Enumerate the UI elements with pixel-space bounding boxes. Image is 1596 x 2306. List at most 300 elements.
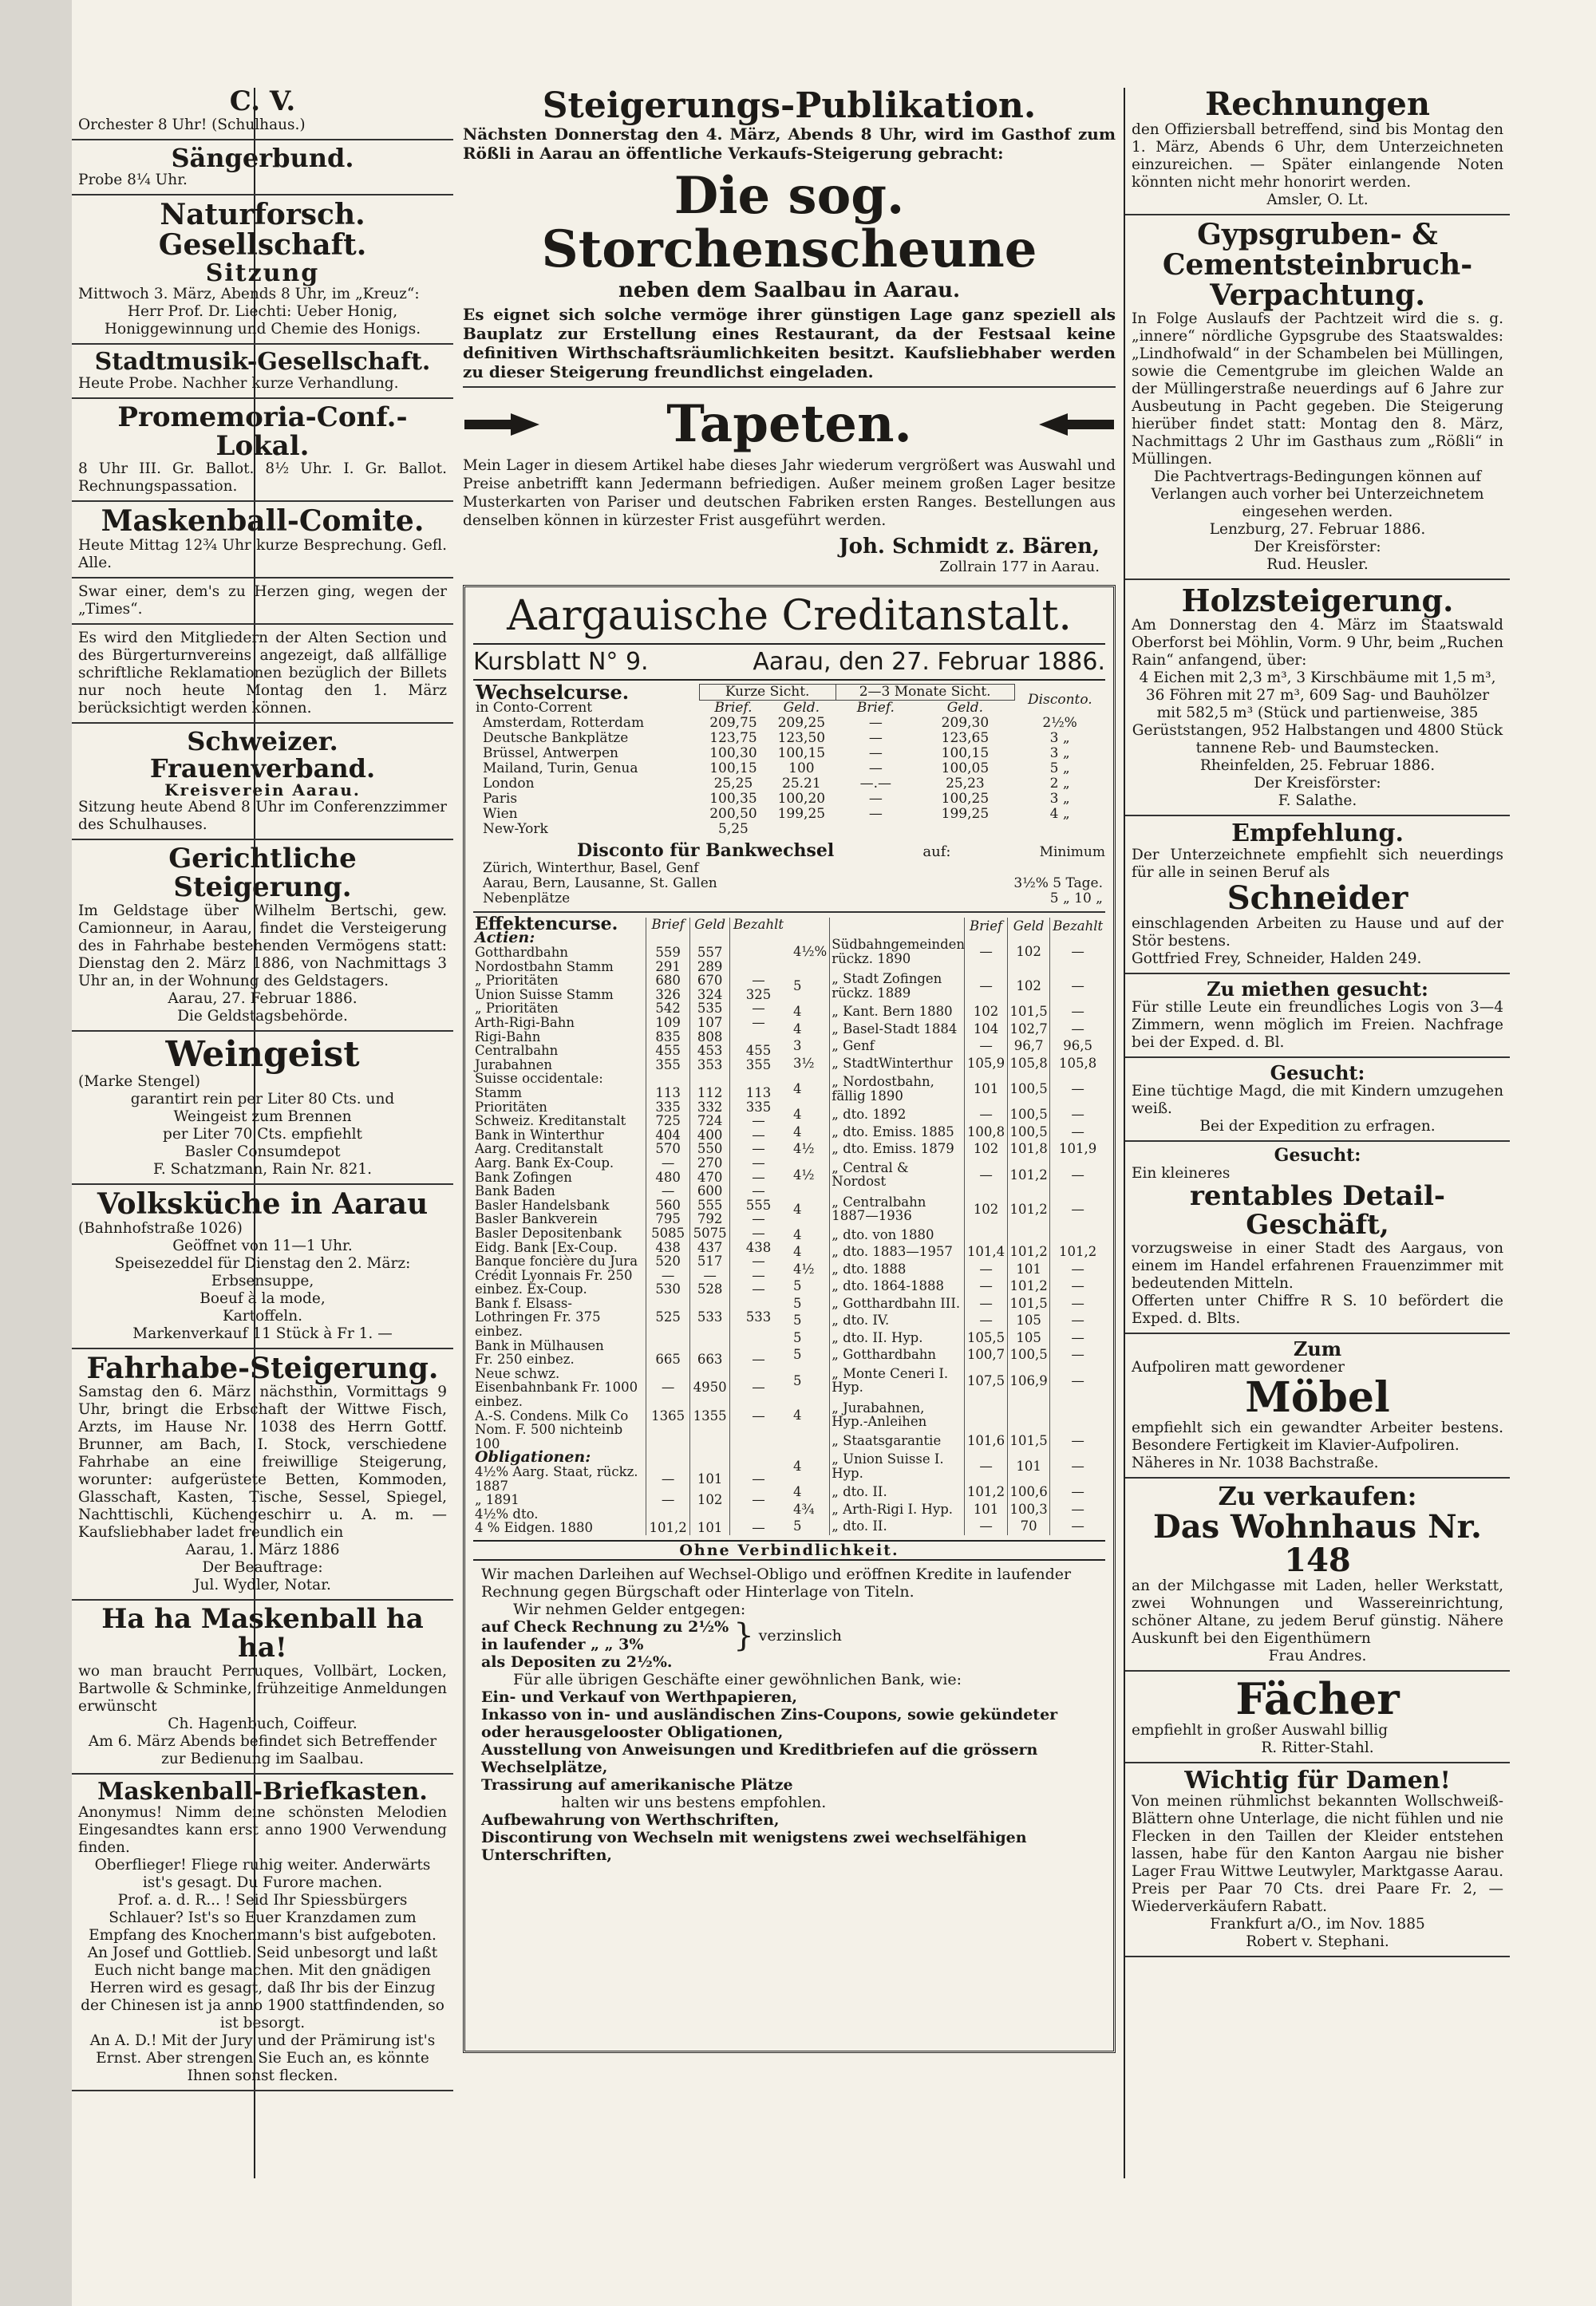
- effekten-row-cell: —: [1050, 1483, 1105, 1501]
- gyps-line: Lenzburg, 27. Februar 1886.: [1209, 521, 1426, 539]
- wechsel-row-cell: 25.21: [782, 775, 821, 792]
- gyps-ad: [1132, 220, 1503, 574]
- wechsel-sub-brief: Brief.: [714, 699, 753, 716]
- masken-ad: [78, 504, 447, 572]
- effekten-row: [473, 1339, 787, 1353]
- weingeist-line: garantirt rein per Liter 80 Cts. und: [130, 1090, 395, 1108]
- separator: [72, 139, 453, 140]
- effekten-row: [473, 1086, 787, 1100]
- effekten-row-cell: Suisse occidentale:: [475, 1071, 603, 1087]
- effekten-row-cell: 4: [793, 1123, 802, 1139]
- effekten-row-cell: 291: [646, 960, 689, 974]
- obligation-row-cell: —: [646, 1493, 689, 1507]
- wechsel-row-cell: 100,15: [941, 744, 990, 761]
- effekten-row-cell: —: [730, 1142, 787, 1156]
- effekten-row-cell: 525: [646, 1297, 689, 1339]
- effekten-row-cell: 100,5: [1007, 1346, 1050, 1364]
- effekten-row-cell: „ Stadt Zofingen rückz. 1889: [830, 969, 965, 1003]
- effekten-row-cell: [646, 1072, 689, 1086]
- obligation-row-cell: —: [646, 1465, 689, 1493]
- effekten-row-cell: 101,5: [1007, 1432, 1050, 1450]
- creditanstalt-title: Aargauische Creditanstalt.: [473, 592, 1105, 645]
- bt-line: Es wird den Mitgliedern der Alten Section und des Bürgerturnvereins angezeigt, daß allfällige schriftliche Reklamationen bezüglich der Billets nur noch heute Montag den 1. März berücksichtigt werden können.: [78, 630, 447, 717]
- effekten-row-cell: 353: [690, 1058, 730, 1072]
- effekten-row-cell: „ Prioritäten: [475, 973, 559, 989]
- effekten-row-cell: 560: [646, 1198, 689, 1213]
- effekten-row: [792, 1021, 1105, 1038]
- effekten-row: [792, 1226, 1105, 1244]
- effekten-row: [792, 1295, 1105, 1313]
- effekten-row: [473, 1282, 787, 1297]
- effekten-row-cell: 100,7: [965, 1346, 1008, 1364]
- times-ad: [78, 583, 447, 618]
- detail-big: rentables Detail-Geschäft,: [1189, 1180, 1446, 1241]
- bank-p1: Wir machen Darleihen auf Wechsel-Obligo und eröffnen Kredite in laufender Rechnung gegen Bürgschaft oder Hinterlage von Titeln.: [481, 1565, 1072, 1601]
- effekten-row: [473, 1198, 787, 1213]
- moebel-big: Möbel: [1245, 1372, 1390, 1422]
- obligation-row-cell: 4½% dto.: [475, 1506, 539, 1522]
- effekten-row-cell: 4: [793, 1459, 802, 1475]
- effekten-row-cell: „ Central & Nordost: [830, 1158, 965, 1192]
- effekten-row-cell: 792: [690, 1212, 730, 1226]
- wechsel-row-cell: —: [868, 729, 883, 746]
- effekten-row: [473, 1128, 787, 1143]
- frauen-subtitle: Kreisverein Aarau.: [164, 780, 361, 800]
- wechsel-head-kurz: Kurze Sicht.: [699, 684, 836, 700]
- effekten-row-cell: 101,2: [965, 1483, 1008, 1501]
- effekten-row-cell: —: [646, 1269, 689, 1283]
- effekten-row-cell: 4: [793, 1107, 802, 1123]
- effekten-row-cell: —: [965, 969, 1008, 1003]
- bank-p4: in laufender „ „ 3%: [481, 1635, 644, 1653]
- effekten-row-cell: Union Suisse Stamm: [475, 986, 614, 1002]
- effekten-row-cell: 113: [730, 1086, 787, 1100]
- wechsel-row-cell: Paris: [483, 790, 518, 807]
- pointing-hand-right-icon: [463, 409, 543, 440]
- effekten-row-cell: 550: [690, 1142, 730, 1156]
- effekten-row-cell: 101,2: [1007, 1192, 1050, 1226]
- effekten-row-cell: „ StadtWinterthur: [830, 1055, 965, 1072]
- rech-ad: [1132, 88, 1503, 209]
- effekten-row: [473, 1100, 787, 1115]
- effekten-row-cell: [690, 1339, 730, 1353]
- effekten-row-cell: —: [965, 1449, 1008, 1483]
- fahr-line: Jul. Wydler, Notar.: [194, 1577, 331, 1594]
- effekten-row-cell: „ dto. 1888: [830, 1261, 965, 1278]
- effekten-row-cell: 4: [793, 1484, 802, 1500]
- effekten-row-cell: —: [730, 1128, 787, 1143]
- effekten-row-cell: 530: [646, 1282, 689, 1297]
- wechsel-row-cell: 100,15: [777, 744, 826, 761]
- bank-p4b: verzinslich: [758, 1626, 842, 1645]
- effekten-row: [473, 1030, 787, 1044]
- effekten-row-cell: 101: [1007, 1261, 1050, 1278]
- obligation-row-cell: 4½% Aarg. Staat, rückz. 1887: [475, 1464, 638, 1494]
- separator: [72, 1183, 453, 1185]
- haha-line: wo man braucht Perruques, Vollbärt, Locken, Bartwolle & Schminke, frühzeitige Anmeldungen erwünscht: [78, 1662, 447, 1715]
- damen-line: Von meinen rühmlichst bekannten Wollschweiß-Blättern ohne Unterlage, die nicht fühlen und nie Flecken in den Taillen der Kleider entstehen lassen, habe für den Kanton Aargau nie bisher Lager Frau Wittwe Leutwyler, Marktgasse Aarau. Preis per Paar 70 Cts. drei Paare Fr. 2, — Wiederverkäufern Rabatt.: [1132, 1793, 1503, 1916]
- effekten-row-cell: 270: [690, 1156, 730, 1171]
- bank-p7: Ein- und Verkauf von Werthpapieren,: [481, 1688, 798, 1706]
- effekten-row: [792, 1003, 1105, 1021]
- effekten-row-cell: 109: [646, 1016, 689, 1030]
- separator: [72, 500, 453, 502]
- damen-line: Frankfurt a/O., im Nov. 1885: [1210, 1916, 1425, 1933]
- separator: [72, 194, 453, 195]
- effekten-row-cell: —: [965, 1295, 1008, 1313]
- rech-line: den Offiziersball betreffend, sind bis Montag den 1. März, Abends 6 Uhr, dem Unterzeichneten einzureichen. — Später einlangende Noten könnten nicht mehr honorirt werden.: [1132, 121, 1503, 191]
- effekten-row-cell: [690, 1072, 730, 1086]
- effekten-row-cell: „ dto. IV.: [830, 1312, 965, 1329]
- effekten-row-cell: —: [730, 1212, 787, 1226]
- effekten-row: [792, 1329, 1105, 1347]
- effekten-row-cell: Basler Depositenbank: [475, 1225, 622, 1241]
- haha-line: Am 6. März Abends befindet sich Betreffender zur Bedienung im Saalbau.: [88, 1732, 437, 1767]
- effekten-row-cell: 5085: [646, 1226, 689, 1241]
- weingeist-line: Basler Consumdepot: [184, 1143, 341, 1160]
- effekten-row-cell: Eidg. Bank [Ex-Coup.: [475, 1239, 618, 1255]
- miethen-title: Zu miethen gesucht:: [1207, 977, 1428, 1001]
- effekten-row-cell: —: [965, 1261, 1008, 1278]
- effekten-row-cell: Bank in Winterthur: [475, 1127, 604, 1143]
- separator: [72, 343, 453, 345]
- rech-title: Rechnungen: [1205, 88, 1430, 123]
- wechsel-row-cell: 123,65: [941, 729, 990, 746]
- frauen-title: Schweizer. Frauenverband.: [149, 726, 376, 784]
- effekten-row-cell: „ Monte Ceneri I. Hyp.: [830, 1364, 965, 1398]
- effekten-row-cell: —: [646, 1156, 689, 1171]
- effekten-row: [792, 1243, 1105, 1261]
- wohn-title: Zu verkaufen:: [1218, 1481, 1417, 1512]
- fahr-line: Der Beauftrage:: [202, 1559, 323, 1577]
- effekten-row: [473, 1184, 787, 1198]
- effekten-row-cell: 663: [690, 1352, 730, 1367]
- disconto-table: [473, 861, 1105, 906]
- effekten-row-cell: „ dto. II.: [830, 1483, 965, 1501]
- magd-ad: [1132, 1060, 1503, 1135]
- effekten-row-cell: 4½: [793, 1261, 815, 1277]
- wechsel-row-cell: Amsterdam, Rotterdam: [483, 714, 645, 731]
- gyps-title: Gypsgruben- & Cementsteinbruch-Verpachtung.: [1162, 218, 1473, 312]
- effekten-row: [792, 1501, 1105, 1518]
- effekten-row-cell: —: [965, 1037, 1008, 1055]
- effekten-title: Effektencurse.: [475, 913, 618, 934]
- effekten-row-cell: 533: [690, 1297, 730, 1339]
- effekten-row-cell: [730, 1072, 787, 1086]
- effekten-row-cell: 724: [690, 1114, 730, 1128]
- detail-line: vorzugsweise in einer Stadt des Aargaus, von einem im Handel erfahrenen Frauenzimmer mit bedeutenden Mitteln.: [1132, 1239, 1503, 1292]
- effekten-row-cell: 670: [690, 973, 730, 988]
- bank-p2: Wir nehmen Gelder entgegen:: [513, 1600, 746, 1618]
- effekten-row-cell: Bank Zofingen: [475, 1169, 572, 1185]
- wechsel-row-cell: [916, 822, 1015, 837]
- bank-p9: Ausstellung von Anweisungen und Kreditbriefen auf die grössern Wechselplätze,: [481, 1740, 1038, 1776]
- bank-p3: auf Check Rechnung zu 2½%: [481, 1617, 729, 1636]
- wechsel-head-disconto: Disconto.: [1028, 691, 1092, 708]
- fahr-title: Fahrhabe-Steigerung.: [86, 1351, 439, 1385]
- effekten-row-cell: 101,2: [1007, 1277, 1050, 1295]
- wechsel-row-cell: 209,25: [777, 714, 826, 731]
- faecher-ad: [1132, 1673, 1503, 1757]
- wechsel-row: [473, 776, 1105, 792]
- effekten-row-cell: 535: [690, 1001, 730, 1016]
- faecher-line: R. Ritter-Stahl.: [1261, 1739, 1374, 1756]
- effekten-row-cell: 470: [690, 1171, 730, 1185]
- wechsel-row-cell: 2½%: [1042, 714, 1077, 731]
- detail-line: Offerten unter Chiffre R S. 10 befördert die Exped. d. Blts.: [1132, 1292, 1503, 1327]
- steigerung-text2: Es eignet sich solche vermöge ihrer günstigen Lage ganz speziell als Bauplatz zur Erstellung eines Restaurant, da der Festsaal keine definitiven Wirthschaftsräumlichkeiten besitzt. Kaufsliebhaber werden zu dieser Steigerung freundlichst eingeladen.: [463, 304, 1116, 381]
- effekten-row: [473, 1352, 787, 1367]
- effekten-row-cell: —: [965, 934, 1008, 969]
- wohn-ad: [1132, 1483, 1503, 1665]
- wechsel-row-cell: Brüssel, Antwerpen: [483, 744, 619, 761]
- gericht-ad: [78, 845, 447, 1025]
- bank-p6: Für alle übrigen Geschäfte einer gewöhnlichen Bank, wie:: [513, 1670, 962, 1688]
- bank-p12: Aufbewahrung von Werthschriften,: [481, 1810, 780, 1829]
- effekten-row-cell: —: [1050, 1158, 1105, 1192]
- effekten-row: [792, 1158, 1105, 1192]
- miethen-line: Für stille Leute ein freundliches Logis von 3—4 Zimmern, wenn möglich im Freien. Nachfrage bei der Exped. d. Bl.: [1132, 998, 1503, 1051]
- separator: [72, 397, 453, 399]
- empf-line: Der Unterzeichnete empfiehlt sich neuerdings für alle in seinen Beruf als: [1132, 846, 1503, 881]
- effekten-row-cell: 533: [730, 1297, 787, 1339]
- obligation-row: [473, 1507, 787, 1522]
- effekten-row-cell: „ Genf: [830, 1037, 965, 1055]
- wohn-line: an der Milchgasse mit Laden, heller Werkstatt, zwei Wohnungen und Wassereinrichtung, schöner Altane, zu jedem Beruf günstig. Nähere Auskunft bei den Eigenthümern: [1132, 1577, 1503, 1647]
- effekten-row-cell: Prioritäten: [475, 1099, 547, 1115]
- effekten-row-cell: [965, 1226, 1008, 1244]
- effekten-row-cell: „ dto. II.: [830, 1518, 965, 1535]
- effekten-row-cell: 355: [730, 1058, 787, 1072]
- effekten-head-geld: Geld: [690, 918, 730, 932]
- obligation-row-cell: [690, 1507, 730, 1522]
- effekten-row: [792, 1483, 1105, 1501]
- tapeten-title: Tapeten.: [666, 394, 912, 455]
- effekten-row-cell: 112: [690, 1086, 730, 1100]
- effekten-row-cell: 100,5: [1007, 1106, 1050, 1123]
- effekten-row-cell: Banque foncière du Jura: [475, 1254, 638, 1269]
- fahr-line: Aarau, 1. März 1886: [185, 1542, 340, 1559]
- effekten-row-cell: 4: [793, 1021, 802, 1037]
- wechsel-row-cell: 100,20: [777, 790, 826, 807]
- effekten-row-cell: 104: [965, 1021, 1008, 1038]
- wechsel-row-cell: 209,30: [941, 714, 990, 731]
- obligation-row-cell: 4 % Eidgen. 1880: [475, 1520, 593, 1536]
- disconto-row-cell: 3½% 5 Tage.: [1013, 875, 1103, 891]
- bank-p5: als Depositen zu 2½%.: [481, 1653, 673, 1671]
- effekten-row-cell: 100,5: [1007, 1072, 1050, 1106]
- weingeist-line: Weingeist zum Brennen: [173, 1108, 352, 1125]
- wechsel-row: [473, 761, 1105, 776]
- actien-label: Actien:: [475, 929, 535, 947]
- wechsel-row-cell: 5,25: [718, 820, 749, 837]
- separator: [1125, 1333, 1510, 1334]
- effekten-row-cell: 3½: [793, 1055, 815, 1071]
- effekten-row-cell: 325: [730, 988, 787, 1002]
- magd-line: Eine tüchtige Magd, die mit Kindern umzugehen weiß.: [1132, 1083, 1503, 1118]
- effekten-table-right: [792, 918, 1105, 1535]
- tapeten-text: Mein Lager in diesem Artikel habe dieses Jahr wiederum vergrößert was Auswahl und Preise anbetrifft kann Jedermann befriedigen. Außer meinem großen Lager besitze Musterkarten von Pariser und deutschen Fabriken ersten Ranges. Bestellungen aus denselben können in kürzester Frist ausgeführt werden.: [463, 456, 1116, 529]
- effekten-row-cell: —: [690, 1269, 730, 1283]
- disconto-row-cell: Nebenplätze: [483, 890, 571, 906]
- holz-line: 4 Eichen mit 2,3 m³, 3 Kirschbäume mit 1,5 m³, 36 Föhren mit 27 m³, 609 Sag- und Bauhölzer mit 582,5 m³ (Stück und partienweise, 385 Gerüststangen, 952 Halbstangen und 4800 Stück tannene Reb- und Baumstecken.: [1132, 669, 1503, 757]
- effekten-row: [792, 1123, 1105, 1141]
- wechsel-row-cell: 100,15: [709, 760, 757, 776]
- effekten-row-cell: 102,7: [1007, 1021, 1050, 1038]
- bank-p8: Inkasso von in- und ausländischen Zins-Coupons, sowie gekündeter oder herausgelooster Obligationen,: [481, 1705, 1058, 1741]
- effekten-row-cell: 4: [793, 1201, 802, 1217]
- effekten-row: [473, 1254, 787, 1269]
- stadtmusik-ad: [78, 349, 447, 393]
- moebel-line: Aufpoliren matt gewordener: [1132, 1358, 1345, 1376]
- effekten-row-cell: 570: [646, 1142, 689, 1156]
- separator: [72, 1599, 453, 1601]
- effekten-row-cell: 335: [646, 1100, 689, 1115]
- effekten-row-cell: Aarg. Bank Ex-Coup.: [475, 1155, 614, 1171]
- disconto-auf: auf:: [922, 843, 951, 860]
- wechsel-sub-brief: Brief.: [856, 699, 895, 716]
- effekten-row-cell: Basler Handelsbank: [475, 1197, 610, 1213]
- effekten-row-cell: „ Nordostbahn, fällig 1890: [830, 1072, 965, 1106]
- gericht-line: Die Geldstagsbehörde.: [177, 1007, 348, 1025]
- separator: [1125, 973, 1510, 974]
- stadtmusik-title: Stadtmusik-Gesellschaft.: [94, 348, 431, 377]
- effekten-row-cell: [965, 1398, 1008, 1432]
- effekten-row: [792, 1449, 1105, 1483]
- obligationen-label: Obligationen:: [475, 1448, 591, 1467]
- effekten-row-cell: „ dto. 1883—1957: [830, 1243, 965, 1261]
- wechsel-row-cell: 123,50: [777, 729, 826, 746]
- wechsel-row-cell: 200,50: [709, 805, 757, 822]
- effekten-row: [792, 1398, 1105, 1432]
- brief-line: Anonymus! Nimm deine schönsten Melodien Eingesandtes kann erst anno 1900 Verwendung finden.: [78, 1804, 447, 1857]
- effekten-row-cell: 4½: [793, 1141, 815, 1157]
- effekten-row-cell: —: [1050, 1329, 1105, 1347]
- promemoria-title: Promemoria-Conf.-Lokal.: [117, 401, 408, 462]
- wechsel-row-cell: —.—: [859, 775, 892, 792]
- wechsel-row-cell: 25,25: [713, 775, 753, 792]
- separator: [72, 1773, 453, 1775]
- natur-subtitle: Sitzung: [205, 259, 320, 287]
- effekten-row-cell: 70: [1007, 1518, 1050, 1535]
- effekten-row-cell: 455: [730, 1044, 787, 1058]
- volks-line: Kartoffeln.: [222, 1307, 303, 1325]
- effekten-row-cell: 4: [793, 1004, 802, 1020]
- effekten-row-cell: 105: [1007, 1312, 1050, 1329]
- effekten-row-cell: —: [730, 1269, 787, 1283]
- effekten-row-cell: [730, 1030, 787, 1044]
- effekten-row-cell: 102: [1007, 969, 1050, 1003]
- effekten-row-cell: „ Prioritäten: [475, 1001, 559, 1017]
- effekten-row-cell: Nom. F. 500 nichteinb 100: [475, 1422, 623, 1451]
- bank-p10: Trassirung auf amerikanische Plätze: [481, 1775, 793, 1794]
- effekten-row-cell: Bank Baden: [475, 1183, 555, 1199]
- wechsel-row-cell: 3 „: [1049, 790, 1070, 807]
- effekten-row: [473, 1142, 787, 1156]
- effekten-row-cell: 105,9: [965, 1055, 1008, 1072]
- effekten-row-cell: 528: [690, 1282, 730, 1297]
- effekten-row-cell: 101,2: [1007, 1243, 1050, 1261]
- volks-line: Speisezeddel für Dienstag den 2. März:: [114, 1254, 411, 1272]
- effekten-row-cell: Schweiz. Kreditanstalt: [475, 1113, 626, 1129]
- tapeten-ad: [463, 393, 1116, 575]
- effekten-row-cell: —: [1050, 1021, 1105, 1038]
- disconto-row: [473, 861, 1105, 876]
- effekten-row-cell: 600: [690, 1184, 730, 1198]
- effekten-row-cell: —: [730, 1367, 787, 1409]
- kursblatt-number: Kursblatt N° 9.: [473, 647, 649, 676]
- effekten-row-cell: [792, 1432, 830, 1450]
- effekten-row: [792, 934, 1105, 969]
- wechsel-row-cell: [836, 822, 916, 837]
- wechsel-row-cell: —: [868, 805, 883, 822]
- wechsel-row-cell: 4 „: [1049, 805, 1070, 822]
- effekten-row-cell: —: [1050, 1501, 1105, 1518]
- effekten-row: [473, 1001, 787, 1016]
- effekten-row-cell: 101,5: [1007, 1295, 1050, 1313]
- wechsel-row: [473, 731, 1105, 746]
- wechsel-row-cell: 5 „: [1049, 760, 1070, 776]
- bank-p11: halten wir uns bestens empfohlen.: [561, 1793, 827, 1811]
- obligation-row: [473, 1521, 787, 1535]
- wechsel-sub-geld: Geld.: [946, 699, 984, 716]
- effekten-row-cell: „ dto. Emiss. 1879: [830, 1140, 965, 1158]
- effekten-row-cell: 5075: [690, 1226, 730, 1241]
- wechsel-title: Wechselcurse.: [476, 680, 630, 704]
- fahr-line: Samstag den 6. März nächsthin, Vormittags 9 Uhr, bringt die Erbschaft der Wittwe Fisch, Arzts, im Hause Nr. 1038 des Herrn Gottf. Brunner, am Bach, I. Stock, verschiedene Fahrhabe an eine freiwillige Steigerung, worunter: aufgerüstete Betten, Kommoden, Glasschaft, Kasten, Tische, Sessel, Spiegel, Nachttischli, Küchengeschirr u. A. m. — Kaufsliebhaber ladet freundlich ein: [78, 1384, 447, 1542]
- effekten-row-cell: —: [730, 1282, 787, 1297]
- magd-title: Gesucht:: [1270, 1060, 1365, 1084]
- separator: [72, 2090, 453, 2091]
- effekten-row-cell: 5: [793, 1518, 802, 1534]
- wechsel-row: [473, 807, 1105, 822]
- holz-ad: [1132, 582, 1503, 810]
- separator: [72, 1348, 453, 1349]
- cv-ad: [78, 88, 447, 134]
- effekten-row: [792, 1518, 1105, 1535]
- moebel-line: Näheres in Nr. 1038 Bachstraße.: [1132, 1455, 1379, 1472]
- effekten-row-cell: —: [965, 1312, 1008, 1329]
- effekten-row: [792, 1140, 1105, 1158]
- disconto-row-cell: [931, 861, 1105, 876]
- effekten-row-cell: —: [730, 1254, 787, 1269]
- weingeist-ad: [78, 1033, 447, 1179]
- effekten-row-cell: 557: [690, 946, 730, 960]
- effekten-row-cell: 102: [965, 1192, 1008, 1226]
- effekten-row-cell: —: [1050, 1106, 1105, 1123]
- effekten-row-cell: Neue schwz. Eisenbahnbank Fr. 1000 einbez.: [475, 1365, 638, 1410]
- empf-big: Schneider: [1227, 879, 1408, 917]
- effekten-row: [792, 1277, 1105, 1295]
- effekten-row-cell: 113: [646, 1086, 689, 1100]
- obligation-row: [473, 1493, 787, 1507]
- volks-line: Boeuf à la mode,: [200, 1289, 326, 1307]
- wechsel-row: [473, 822, 1105, 837]
- effekten-row: [473, 1423, 787, 1451]
- brief-line: An A. D.! Mit der Jury und der Prämirung ist's Ernst. Aber strengen Sie Euch an, es könnte Ihnen sonst flecken.: [89, 2032, 436, 2085]
- ohne-verbindlichkeit: Ohne Verbindlichkeit.: [473, 1540, 1105, 1561]
- effekten-row-cell: 542: [646, 1001, 689, 1016]
- effekten-row-cell: [1007, 1226, 1050, 1244]
- separator: [1125, 1477, 1510, 1479]
- volks-line: Geöffnet von 11—1 Uhr.: [172, 1237, 353, 1254]
- effekten-row-cell: 101,8: [1007, 1140, 1050, 1158]
- wechsel-row-cell: 100,25: [941, 790, 990, 807]
- separator: [1125, 1140, 1510, 1142]
- brief-ad: [78, 1779, 447, 2086]
- wechsel-sub-geld: Geld.: [783, 699, 820, 716]
- volks-line: Markenverkauf 11 Stück à Fr 1. —: [132, 1325, 393, 1342]
